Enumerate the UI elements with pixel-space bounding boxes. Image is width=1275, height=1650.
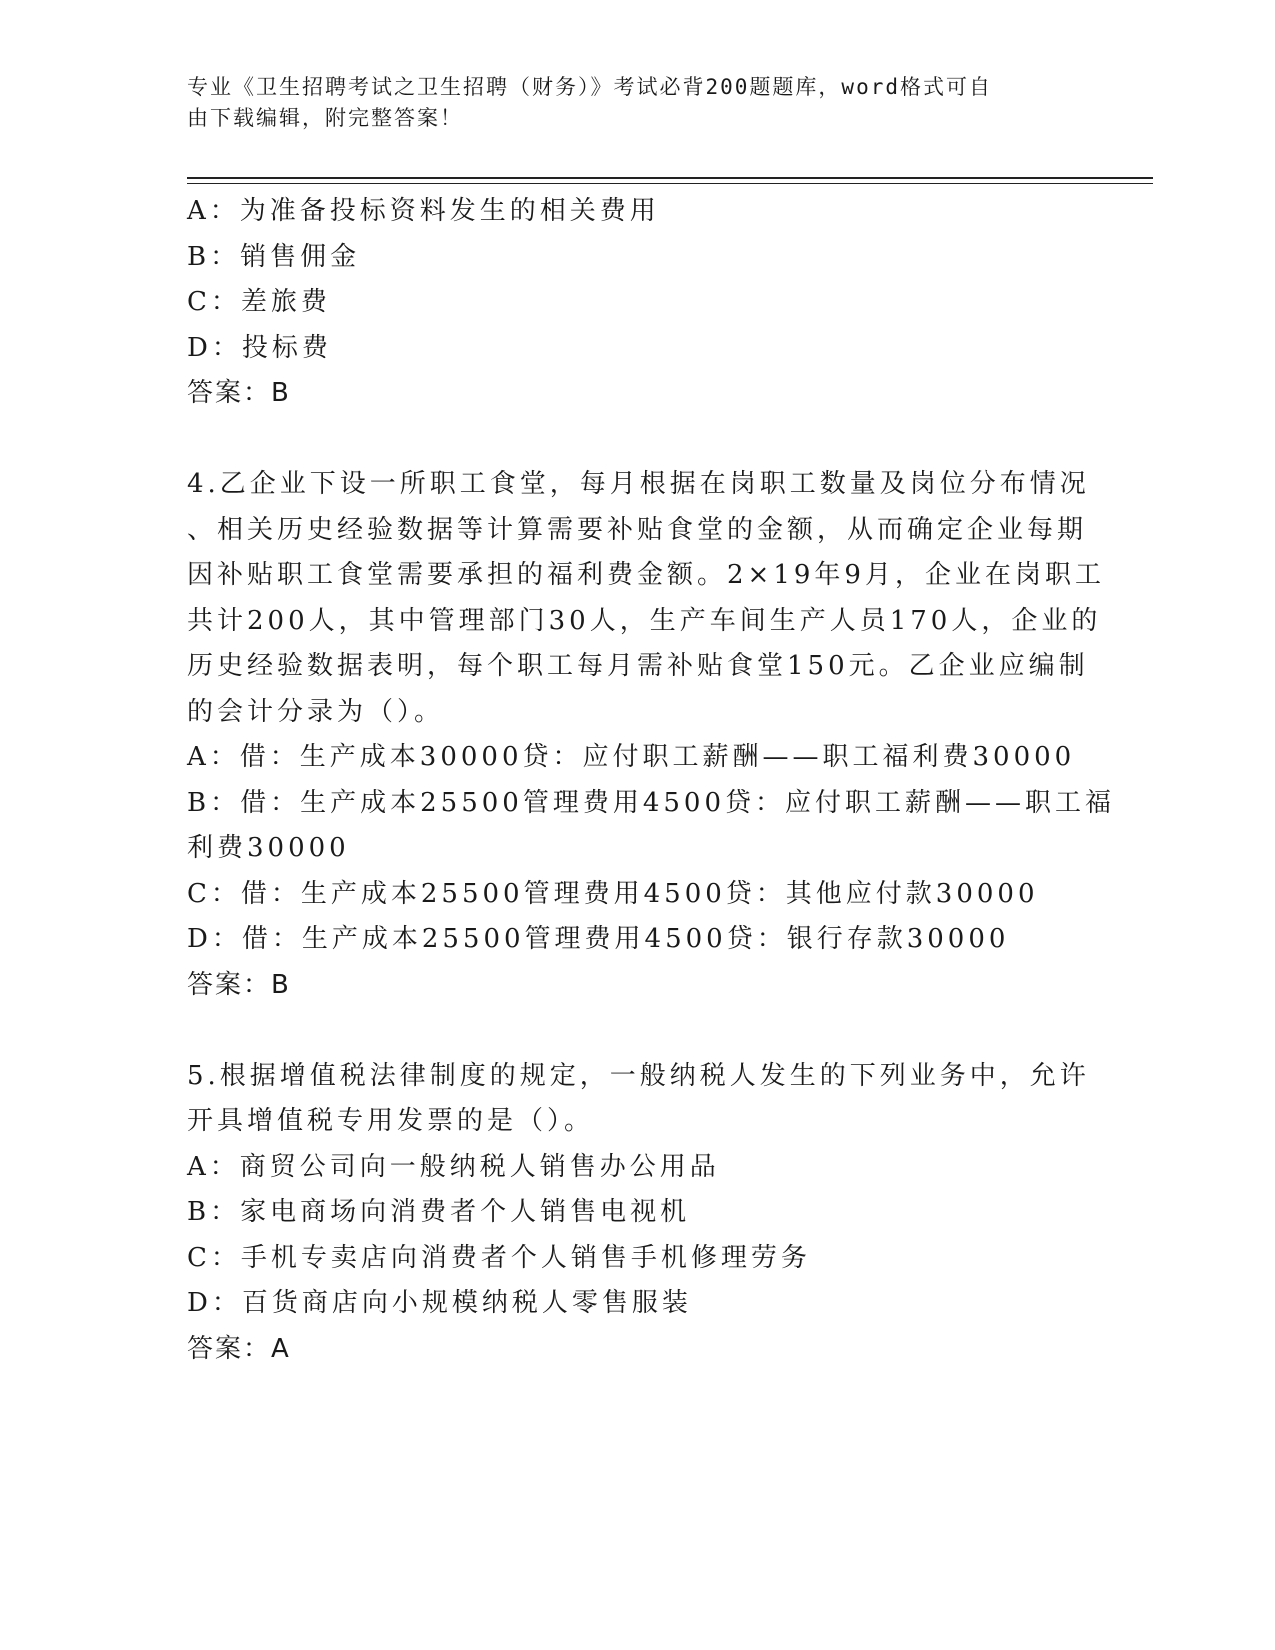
q5-answer: 答案：A	[187, 1333, 291, 1364]
question-3	[187, 189, 1087, 417]
q5-option-a: A：商贸公司向一般纳税人销售办公用品	[187, 1151, 720, 1182]
q3-option-d: D：投标费	[187, 332, 332, 363]
q4-option-b-line-2: 利费30000	[187, 833, 350, 863]
q4-stem-line-2: 、相关历史经验数据等计算需要补贴食堂的金额，从而确定企业每期	[187, 514, 1088, 545]
q5-stem-line-2: 开具增值税专用发票的是（）。	[187, 1106, 595, 1136]
q5-option-c: C：手机专卖店向消费者个人销售手机修理劳务	[187, 1242, 811, 1273]
q4-stem-line-4: 共计200人，其中管理部门30人，生产车间生产人员170人，企业的	[187, 605, 1102, 636]
q4-stem-line-1: 4.乙企业下设一所职工食堂，每月根据在岗职工数量及岗位分布情况	[187, 469, 1090, 499]
header-title-line-2: 由下载编辑，附完整答案！	[187, 106, 463, 130]
q3-answer: 答案：B	[187, 378, 291, 408]
header-divider-thin	[187, 183, 1153, 184]
q3-option-c: C：差旅费	[187, 287, 331, 317]
header-title-line-1: 专业《卫生招聘考试之卫生招聘（财务）》考试必背200题题库，word格式可自	[187, 75, 992, 99]
header-divider-thick	[187, 177, 1153, 179]
question-spacer	[187, 417, 1087, 463]
q4-stem-line-6: 的会计分录为（）。	[187, 696, 445, 727]
q4-answer: 答案：B	[187, 969, 291, 1000]
q4-stem-line-5: 历史经验数据表明，每个职工每月需补贴食堂150元。乙企业应编制	[187, 651, 1089, 681]
document-body	[187, 189, 1115, 1372]
q5-option-d: D：百货商店向小规模纳税人零售服装	[187, 1288, 692, 1318]
q3-option-a: A：为准备投标资料发生的相关费用	[187, 196, 660, 226]
q4-option-c: C：借：生产成本25500管理费用4500贷：其他应付款30000	[187, 878, 1039, 909]
q4-option-b-line-1: B：借：生产成本25500管理费用4500贷：应付职工薪酬——职工福	[187, 787, 1115, 818]
document-header	[187, 72, 1067, 134]
q4-option-a: A：借：生产成本30000贷：应付职工薪酬——职工福利费30000	[187, 742, 1076, 772]
question-spacer	[187, 1008, 1087, 1054]
q3-option-b: B：销售佣金	[187, 241, 361, 272]
q5-option-b: B：家电商场向消费者个人销售电视机	[187, 1197, 691, 1227]
question-4	[187, 462, 1115, 1008]
q4-option-d: D：借：生产成本25500管理费用4500贷：银行存款30000	[187, 924, 1010, 954]
q5-stem-line-1: 5.根据增值税法律制度的规定，一般纳税人发生的下列业务中，允许	[187, 1060, 1090, 1091]
q4-stem-line-3: 因补贴职工食堂需要承担的福利费金额。2×19年9月，企业在岗职工	[187, 560, 1105, 590]
question-5	[187, 1054, 1090, 1373]
